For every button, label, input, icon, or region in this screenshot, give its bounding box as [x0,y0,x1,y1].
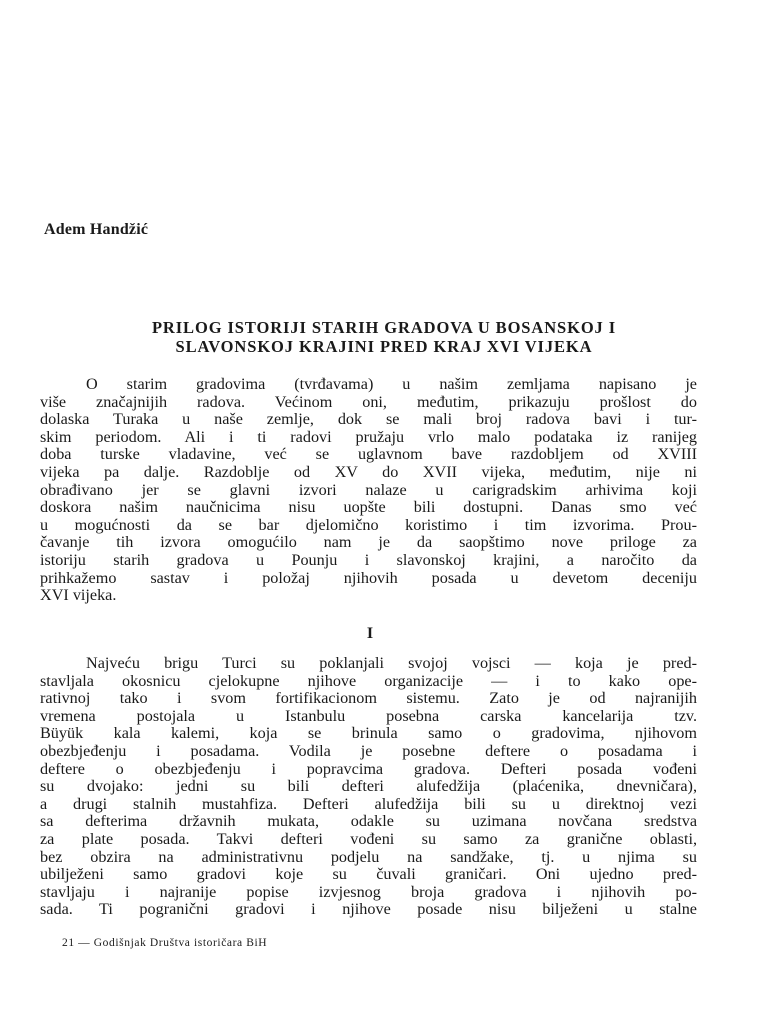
text-line: stavljaju i najranije popise izvjesnog broja gradova i njihovih po- [40,882,697,901]
text-line: a drugi stalnih mustahfiza. Defteri alufedžija bili su u direktnoj vezi [40,794,697,813]
text-line: su dvojako: jedni su bili defteri alufedžija (plaćenika, dnevničara), [40,777,697,796]
text-line: sada. Ti pogranični gradovi i njihove posade nisu bilježeni u stalne [40,900,697,919]
text-line: obezbjeđenju i posadama. Vodila je posebne deftere o posadama i [40,741,697,760]
author-name: Adem Handžić [44,221,149,238]
text-line: Najveću brigu Turci su poklanjali svojoj vojsci — koja je pred- [86,654,697,672]
text-line: sa defterima državnih mukata, odakle su uzimana novčana sredstva [40,812,697,831]
text-line: čavanje tih izvora omogućilo nam je da saopštimo nove priloge za [40,533,697,552]
text-line: u mogućnosti da se bar djelomično koristimo i tim izvorima. Prou- [40,515,697,534]
page-footer: 21 — Godišnjak Društva istoričara BiH [62,937,268,949]
text-line: skim periodom. Ali i ti radovi pružaju vrlo malo podataka iz ranijeg [40,427,697,446]
text-line: doskora našim naučnicima nisu uopšte bili dostupni. Danas smo već [40,498,697,517]
text-line: deftere o obezbjeđenju i popravcima gradova. Defteri posada vođeni [40,759,697,778]
text-line: O starim gradovima (tvrđavama) u našim zemljama napisano je [86,375,697,393]
section-paragraph [40,655,697,919]
text-line: prihkažemo sastav i položaj njihovih posada u devetom deceniju [40,568,697,587]
text-line: dolaska Turaka u naše zemlje, dok se mali broj radova bavi i tur- [40,410,697,429]
text-line: Büyük kala kalemi, koja se brinula samo o gradovima, njihovom [40,724,697,743]
text-line: stavljala okosnicu cjelokupne njihove organizacije — i to kako ope- [40,671,697,690]
intro-paragraph [40,376,697,605]
text-line: vremena postojala u Istanbulu posebna carska kancelarija tzv. [40,706,697,725]
text-line: više značajnijih radova. Većinom oni, međutim, prikazuju prošlost do [40,392,697,411]
text-line: doba turske vladavine, već se uglavnom bave razdobljem od XVIII [40,445,697,464]
text-line: XVI vijeka. [40,586,117,605]
title-line: SLAVONSKOJ KRAJINI PRED KRAJ XVI VIJEKA [175,337,593,356]
title-line: PRILOG ISTORIJI STARIH GRADOVA U BOSANSKOJ I [151,318,617,337]
text-line: za plate posada. Takvi defteri vođeni su samo za granične oblasti, [40,829,697,848]
article-title [40,318,728,356]
text-line: ubilježeni samo gradovi koje su čuvali graničari. Oni ujedno pred- [40,865,697,884]
section-number: I [366,625,374,642]
text-line: istoriju starih gradova u Pounju i slavonskoj krajini, a naročito da [40,550,697,569]
text-line: obrađivano jer se glavni izvori nalaze u carigradskim arhivima koji [40,480,697,499]
text-line: bez obzira na administrativnu podjelu na sandžake, tj. u njima su [40,847,697,866]
text-line: rativnoj tako i svom fortifikacionom sistemu. Zato je od najranijih [40,689,697,708]
text-line: vijeka pa dalje. Razdoblje od XV do XVII vijeka, međutim, nije ni [40,462,697,481]
